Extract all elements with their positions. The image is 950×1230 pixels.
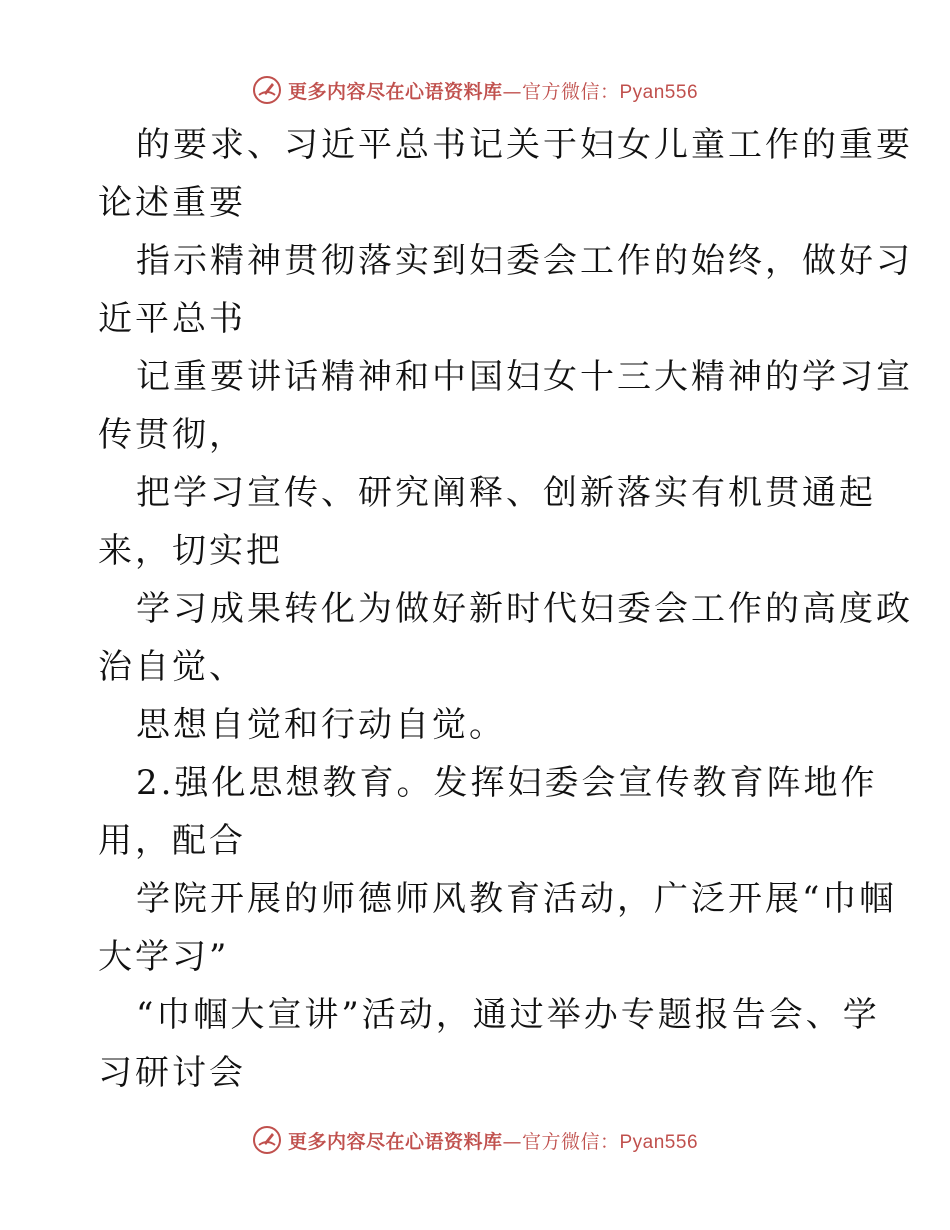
body-line: 论述重要 [98,183,246,223]
body-line: 来，切实把 [98,531,283,571]
document-body [98,116,913,1102]
banner-title: 更多内容尽在心语资料库 [287,80,503,103]
body-line: 思想自觉和行动自觉。 [136,705,506,745]
body-line: 用，配合 [98,821,246,861]
header-banner [0,70,950,110]
body-line: 指示精神贯彻落实到妇委会工作的始终，做好习 [136,241,913,281]
banner-wechat-label: 官方微信： [521,1130,620,1153]
banner-wechat-id: Pyan556 [619,1131,699,1153]
book-pen-logo-icon [252,1125,282,1155]
banner-separator: — [502,80,522,103]
banner-separator: — [502,1130,522,1153]
body-line: 近平总书 [98,299,246,339]
book-pen-logo-icon [252,75,282,105]
banner-wechat-label: 官方微信： [521,80,620,103]
body-line: 大学习” [98,937,230,977]
body-line: 把学习宣传、研究阐释、创新落实有机贯通起 [136,473,876,513]
body-line: 治自觉、 [98,647,246,687]
body-line: 2.强化思想教育。发挥妇委会宣传教育阵地作 [136,763,878,803]
body-line: “巾帼大宣讲”活动，通过举办专题报告会、学 [136,995,880,1035]
banner-wechat-id: Pyan556 [619,81,699,103]
body-line: 记重要讲话精神和中国妇女十三大精神的学习宣 [136,357,913,397]
body-line: 传贯彻， [98,415,246,455]
banner-title: 更多内容尽在心语资料库 [287,1130,503,1153]
body-line: 学院开展的师德师风教育活动，广泛开展“巾帼 [136,879,897,919]
body-line: 习研讨会 [98,1053,246,1093]
body-line: 学习成果转化为做好新时代妇委会工作的高度政 [136,589,913,629]
footer-banner [0,1120,950,1160]
body-line: 的要求、习近平总书记关于妇女儿童工作的重要 [136,125,913,165]
